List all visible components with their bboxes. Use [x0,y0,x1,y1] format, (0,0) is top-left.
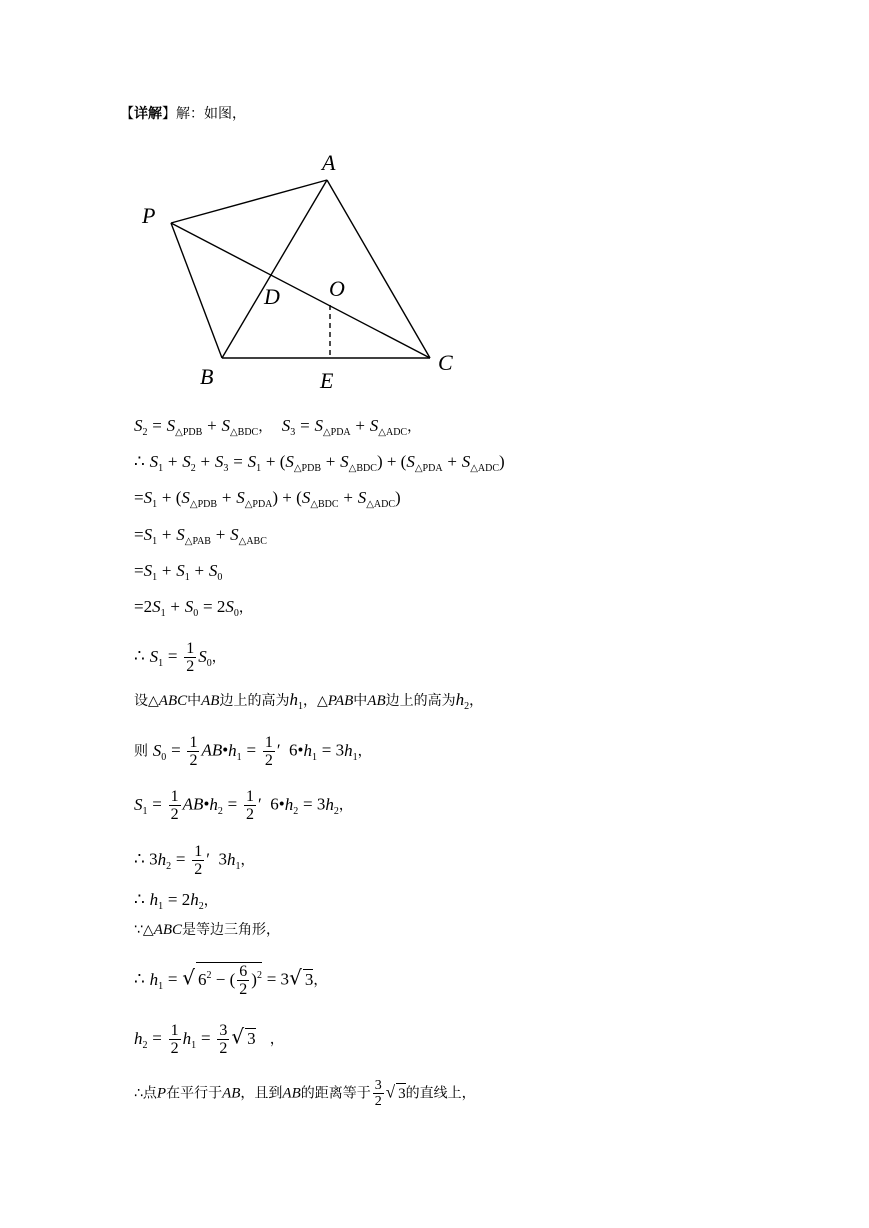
label-A: A [322,150,336,175]
segment-PA [171,180,327,223]
math-line-5: $=S_1 + S_1 + S_0$ [134,561,223,583]
math-line-6: $=2S_1 + S_0 = 2S_0$， [134,597,253,619]
math-line-16: ∴点P在平行于AB，且到AB的距离等于 $\frac{3}{2}$ √ 3的直线上， [134,1078,476,1109]
math-line-10: $S_1$ = $\frac{1}{2}$ $AB•h_2$ = $\frac{1}{2}$ ′ $6•h_2 = 3h_2$， [134,788,353,823]
math-line-9: 则 $S_0$ = $\frac{1}{2}$ $AB•h_1$ = $\frac{1}{2}$ ′ $6•h_1 = 3h_1$， [134,734,372,769]
math-line-11: ∴ $3h_2$ = $\frac{1}{2}$ ′ $3h_1$， [134,843,255,878]
heading-intro: 解：如图， [176,106,246,122]
math-line-13: ∵△ABC是等边三角形， [134,922,281,938]
label-P: P [142,203,156,228]
bracket-open: 【 [120,106,134,122]
label-E: E [320,368,334,393]
math-line-15: $h_2$ = $\frac{1}{2}$ $h_1$ = $\frac{3}{2}$ √ 3 ， [134,1022,284,1057]
math-line-12: ∴ $h_1 = 2h_2$， [134,890,218,912]
heading-title: 详解 [134,106,162,122]
label-B: B [200,364,214,389]
label-D: D [264,284,280,309]
math-line-1: $S_2 = S_{\triangle PDB} + S_{\triangle BDC}$， $S_3 = S_{\triangle PDA} + S_{\triangle ADC}$， [134,416,422,438]
math-line-4: $=S_1 + S_{\triangle PAB} + S_{\triangle ABC}$ [134,525,267,547]
math-line-7: ∴ $S_1$ = $\frac{1}{2}$ $S_0$， [134,640,226,675]
math-line-2: ∴ $S_1 + S_2 + S_3 = S_1 + (S_{\triangle PDB} + S_{\triangle BDC}) + (S_{\triangle PDA} + S_{\triangle ADC})$ [134,452,505,474]
segment-PB [171,223,222,358]
label-C: C [438,350,453,375]
math-line-8: 设△ABC中AB边上的高为$h_1$，△PAB中AB边上的高为$h_2$， [134,690,484,712]
label-O: O [329,276,345,301]
bracket-close: 】 [162,106,176,122]
segment-AB [222,180,327,358]
math-line-3: $=S_1 + (S_{\triangle PDB} + S_{\triangle PDA}) + (S_{\triangle BDC} + S_{\triangle ADC})$ [134,488,401,510]
math-line-14: ∴ $h_1$ = √ $6^2$ − ( $\frac{6}{2}$ )$^2$ = 3√ 3， [134,963,328,998]
